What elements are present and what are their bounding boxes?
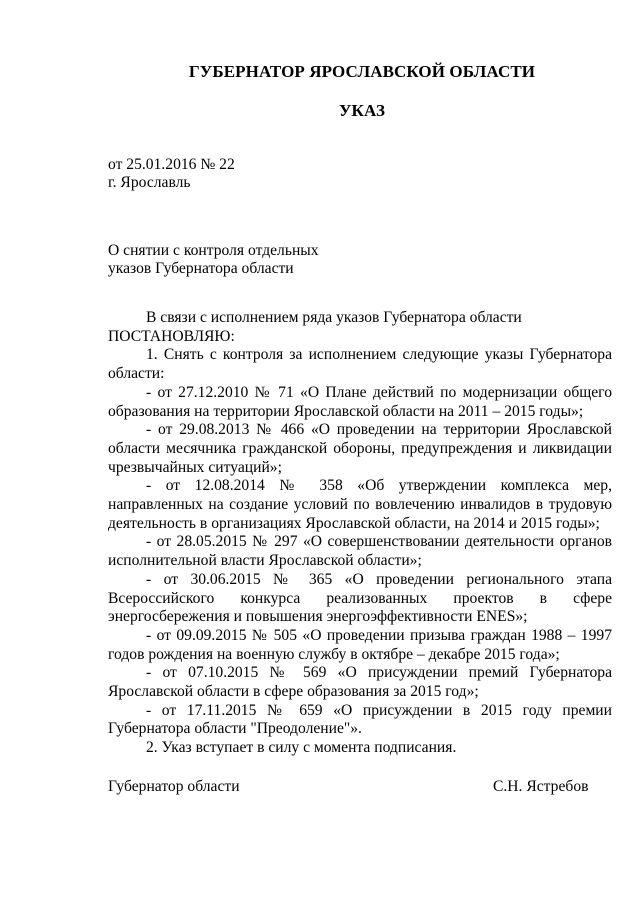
decree-list-item: - от 27.12.2010 № 71 «О Плане действий по модернизации общего образования на территории Ярославской области на 2011 – 2015 годы»; [108, 383, 612, 420]
decree-list-item: - от 17.11.2015 № 659 «О присуждении в 2015 году премии Губернатора области "Преодоление"». [108, 701, 612, 738]
decree-list-item: - от 30.06.2015 № 365 «О проведении регионального этапа Всероссийского конкурса реализованных проектов в сфере энергосбережения и повышения энергоэффективности ENES»; [108, 570, 612, 626]
decree-word: ПОСТАНОВЛЯЮ: [108, 327, 235, 345]
signature-name: С.Н. Ястребов [493, 778, 589, 795]
signature-position: Губернатор области [108, 778, 240, 795]
document-authority: ГУБЕРНАТОР ЯРОСЛАВСКОЙ ОБЛАСТИ [188, 62, 536, 81]
intro-paragraph: В связи с исполнением ряда указов Губернатора области [146, 309, 522, 326]
decree-list-item: - от 09.09.2015 № 505 «О проведении призыва граждан 1988 – 1997 годов рождения на военную службу в октябре – декабре 2015 года»; [108, 626, 612, 663]
decree-list-item: - от 12.08.2014 № 358 «Об утверждении комплекса мер, направленных на создание условий по вовлечению инвалидов в трудовую деятельность в организациях Ярославской области, на 2014 и 2015 годы»; [108, 477, 612, 532]
subject-line-1: О снятии с контроля отдельных [108, 242, 319, 259]
document-body [108, 309, 612, 758]
item-1-paragraph: 1. Снять с контроля за исполнением следующие указы Губернатора области: [108, 346, 612, 383]
document-date-number: от 25.01.2016 № 22 [108, 156, 235, 173]
item-2-paragraph: 2. Указ вступает в силу с момента подписания. [146, 739, 457, 757]
decree-list-item: - от 28.05.2015 № 297 «О совершенствовании деятельности органов исполнительной власти Ярославской области»; [108, 533, 612, 570]
subject-line-2: указов Губернатора области [108, 260, 294, 277]
decree-list-item: - от 29.08.2013 № 466 «О проведении на территории Ярославской области месячника гражданской обороны, предупреждения и ликвидации чрезвычайных ситуаций»; [108, 421, 612, 476]
document-place: г. Ярославль [108, 174, 191, 191]
decree-list-item: - от 07.10.2015 № 569 «О присуждении премий Губернатора Ярославской области в сфере образования за 2015 год»; [108, 664, 612, 701]
document-type: УКАЗ [338, 101, 386, 120]
